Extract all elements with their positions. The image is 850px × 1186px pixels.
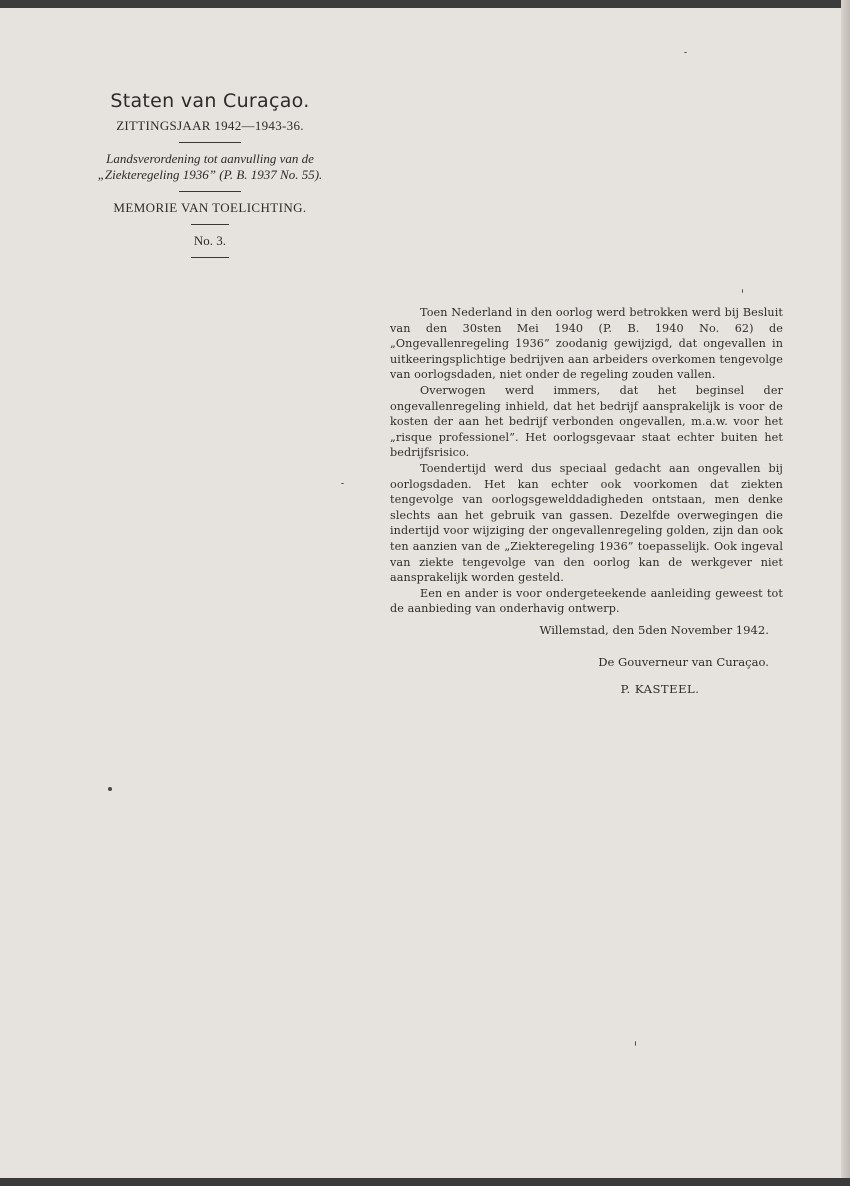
signatory-name: P. KASTEEL. (620, 682, 700, 696)
scan-speck (742, 289, 743, 293)
body-text (390, 305, 783, 617)
divider (191, 224, 229, 225)
scan-edge-bottom (0, 1178, 850, 1186)
divider (191, 257, 229, 258)
scan-speck (341, 483, 344, 484)
scan-speck (635, 1041, 636, 1046)
document-header (60, 90, 360, 266)
session-year: ZITTINGSJAAR 1942—1943-36. (116, 118, 304, 133)
document-title: Staten van Curaçao. (110, 90, 310, 112)
paragraph: Toen Nederland in den oorlog werd betrokken werd bij Besluit van den 30sten Mei 1940 (P. B. 1940 No. 62) de „Ongevallenregeling 1936” zoodanig gewijzigd, dat ongevallen in uitkeeringsplichtige bedrijven aan arbeiders overkomen tengevolge van oorlogsdaden, niet onder de regeling zouden vallen. (390, 306, 783, 382)
scan-speck (108, 787, 112, 791)
signatory-office: De Gouverneur van Curaçao. (598, 655, 769, 669)
scan-edge-right (841, 0, 850, 1186)
subject-line-1: Landsverordening tot aanvulling van de (106, 151, 314, 166)
scan-speck (684, 52, 687, 53)
paragraph: Overwogen werd immers, dat het beginsel der ongevallenregeling inhield, dat het bedrijf aansprakelijk is voor de kosten der aan het bedrijf verbonden ongevallen, m.a.w. voor het „risque professionel”. Het oorlogsgevaar staat echter buiten het bedrijfsrisico. (390, 383, 783, 460)
scan-edge-top (0, 0, 850, 8)
place-date: Willemstad, den 5den November 1942. (539, 623, 769, 637)
document-number: No. 3. (193, 233, 227, 248)
paragraph: Een en ander is voor ondergeteekende aanleiding geweest tot de aanbieding van onderhavig ontwerp. (390, 586, 783, 616)
paragraph: Toendertijd werd dus speciaal gedacht aan ongevallen bij oorlogsdaden. Het kan echter ook voorkomen dat ziekten tengevolge van oorlogsgewelddadigheden ontstaan, men denke slechts aan het gebruik van gassen. Dezelfde overwegingen die indertijd voor wijziging der ongevallenregeling golden, zijn dan ook ten aanzien van de „Ziekteregeling 1936” toepasselijk. Ook ingeval van ziekte tengevolge van den oorlog kan de werkgever niet aansprakelijk worden gesteld. (390, 461, 783, 585)
subject-line-2: „Ziekteregeling 1936” (P. B. 1937 No. 55). (97, 167, 323, 182)
divider (179, 191, 241, 192)
memorie-heading: MEMORIE VAN TOELICHTING. (113, 200, 307, 215)
divider (179, 142, 241, 143)
